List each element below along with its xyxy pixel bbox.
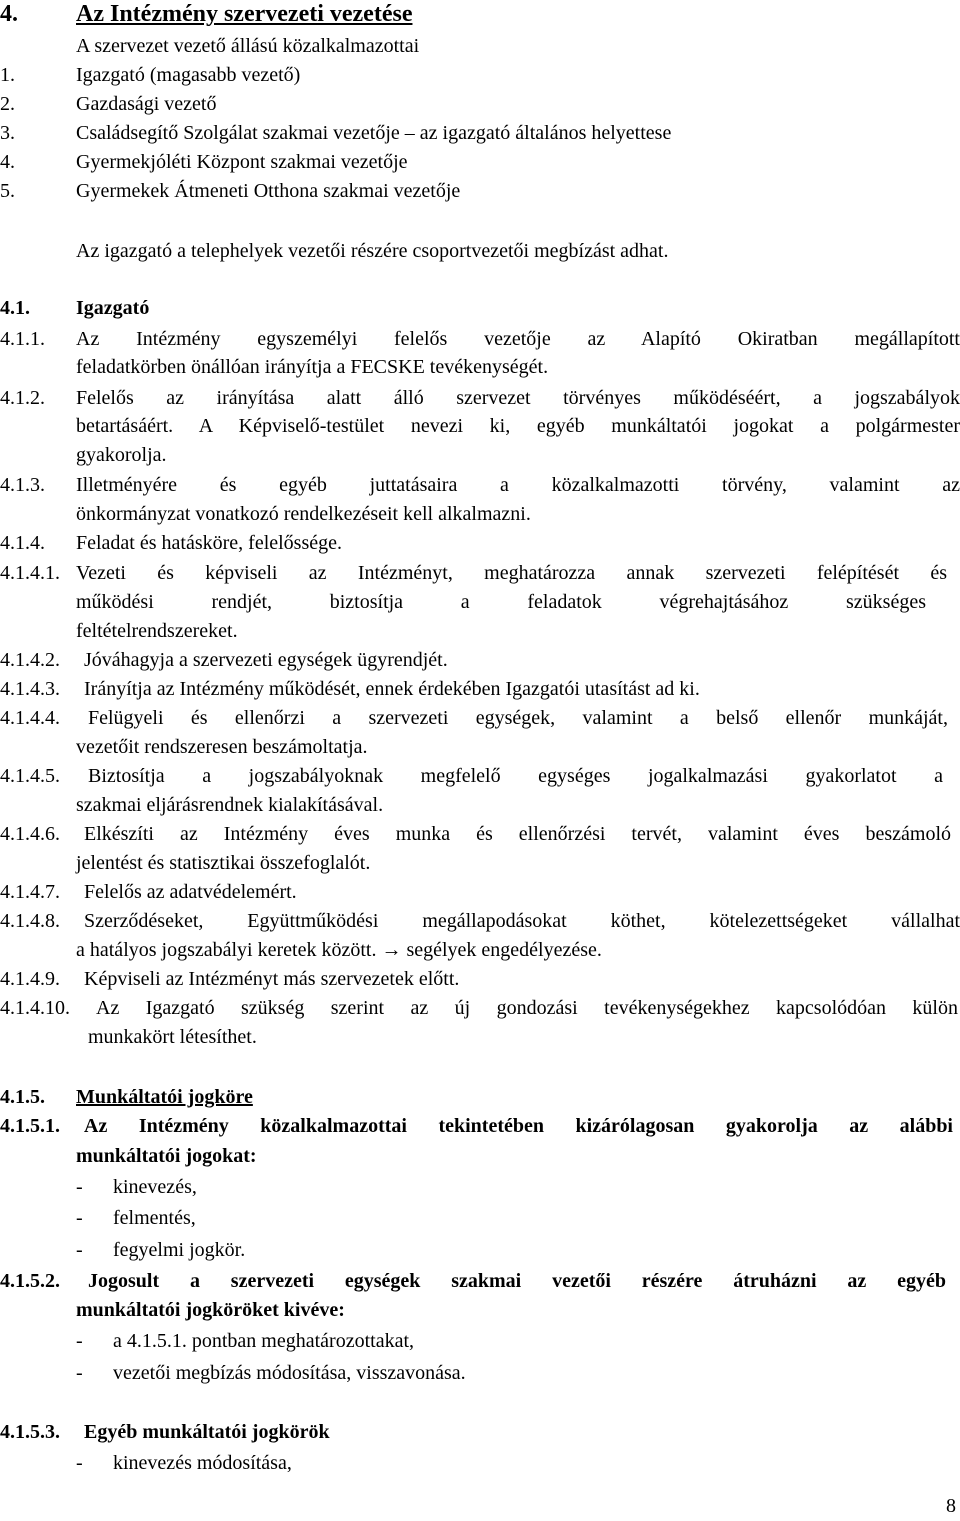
paragraph-number: 4.1.4.3.: [0, 678, 60, 700]
paragraph-number: 4.1.1.: [0, 328, 45, 350]
paragraph-line: önkormányzat vonatkozó rendelkezéseit kell alkalmazni.: [76, 503, 531, 525]
paragraph-line: Jogosult a szervezeti egységek szakmai vezetői részére átruházni az egyéb: [88, 1270, 946, 1292]
paragraph-line: Feladat és hatásköre, felelőssége.: [76, 532, 343, 554]
paragraph-line: a hatályos jogszabályi keretek között. → segélyek engedélyezése.: [76, 939, 602, 961]
paragraph-line: Vezeti és képviseli az Intézményt, meghatározza annak szervezeti felépítését és: [76, 562, 947, 584]
section-note: Az igazgató a telephelyek vezetői részére csoportvezetői megbízást adhat.: [76, 240, 669, 262]
paragraph-line: működési rendjét, biztosítja a feladatok végrehajtásához szükséges: [76, 591, 926, 613]
list-dash: -: [76, 1362, 83, 1384]
paragraph-line: Jóváhagyja a szervezeti egységek ügyrendjét.: [84, 649, 448, 671]
paragraph-number: 4.1.4.4.: [0, 707, 60, 729]
role-number: 2.: [0, 93, 15, 115]
paragraph-line: Az Igazgató szükség szerint az új gondozási tevékenységekhez kapcsolódóan külön: [96, 997, 958, 1019]
paragraph-number: 4.1.3.: [0, 474, 45, 496]
list-item: kinevezés módosítása,: [113, 1452, 292, 1474]
section-title: Az Intézmény szervezeti vezetése: [76, 1, 413, 27]
list-item: vezetői megbízás módosítása, visszavonása.: [113, 1362, 466, 1384]
subsection-number: 4.1.: [0, 297, 30, 319]
paragraph-line: munkáltatói jogokat:: [76, 1145, 257, 1167]
list-item: fegyelmi jogkör.: [113, 1239, 246, 1261]
list-dash: -: [76, 1452, 83, 1474]
paragraph-number: 4.1.4.10.: [0, 997, 70, 1019]
list-item: felmentés,: [113, 1207, 196, 1229]
paragraph-number: 4.1.5.: [0, 1086, 45, 1108]
paragraph-line: munkakört létesíthet.: [88, 1026, 257, 1048]
paragraph-line: jelentést és statisztikai összefoglalót.: [76, 852, 371, 874]
list-dash: -: [76, 1239, 83, 1261]
paragraph-number: 4.1.4.2.: [0, 649, 60, 671]
paragraph-number: 4.1.4.7.: [0, 881, 60, 903]
paragraph-line: Az Intézmény egyszemélyi felelős vezetője az Alapító Okiratban megállapított: [76, 328, 960, 350]
paragraph-line: Felügyeli és ellenőrzi a szervezeti egységek, valamint a belső ellenőr munkáját,: [88, 707, 948, 729]
paragraph-line: Az Intézmény közalkalmazottai tekintetében kizárólagosan gyakorolja az alábbi: [84, 1115, 953, 1137]
role-number: 3.: [0, 122, 15, 144]
paragraph-line: Felelős az irányítása alatt álló szervezet törvényes működéséért, a jogszabályok: [76, 387, 960, 409]
paragraph-line: feladatkörben önállóan irányítja a FECSKE tevékenységét.: [76, 356, 549, 378]
paragraph-title: Egyéb munkáltatói jogkörök: [84, 1421, 330, 1443]
paragraph-number: 4.1.4.9.: [0, 968, 60, 990]
paragraph-number: 4.1.4.8.: [0, 910, 60, 932]
paragraph-number: 4.1.4.6.: [0, 823, 60, 845]
role-text: Gyermekek Átmeneti Otthona szakmai vezetője: [76, 180, 461, 202]
paragraph-number: 4.1.5.2.: [0, 1270, 60, 1292]
list-item: a 4.1.5.1. pontban meghatározottakat,: [113, 1330, 415, 1352]
page-number: 8: [946, 1495, 956, 1517]
paragraph-line: feltételrendszereket.: [76, 620, 238, 642]
list-item: kinevezés,: [113, 1176, 197, 1198]
role-text: Családsegítő Szolgálat szakmai vezetője – az igazgató általános helyettese: [76, 122, 672, 144]
paragraph-line: Szerződéseket, Együttműködési megállapodásokat köthet, kötelezettségeket vállalhat: [84, 910, 960, 932]
paragraph-line: betartásáért. A Képviselő-testület nevezi ki, egyéb munkáltatói jogokat a polgármester: [76, 415, 960, 437]
list-dash: -: [76, 1176, 83, 1198]
paragraph-line: szakmai eljárásrendnek kialakításával.: [76, 794, 384, 816]
paragraph-line: Irányítja az Intézmény működését, ennek érdekében Igazgatói utasítást ad ki.: [84, 678, 700, 700]
paragraph-title: Munkáltatói jogköre: [76, 1086, 253, 1108]
paragraph-line: munkáltatói jogköröket kivéve:: [76, 1299, 345, 1321]
role-number: 5.: [0, 180, 15, 202]
section-intro: A szervezet vezető állású közalkalmazottai: [76, 35, 420, 57]
paragraph-number: 4.1.5.3.: [0, 1421, 60, 1443]
paragraph-line: Illetményére és egyéb juttatásaira a közalkalmazotti törvény, valamint az: [76, 474, 960, 496]
role-number: 4.: [0, 151, 15, 173]
role-text: Gazdasági vezető: [76, 93, 217, 115]
paragraph-number: 4.1.4.: [0, 532, 45, 554]
role-text: Gyermekjóléti Központ szakmai vezetője: [76, 151, 408, 173]
list-dash: -: [76, 1330, 83, 1352]
paragraph-number: 4.1.4.5.: [0, 765, 60, 787]
section-number: 4.: [0, 1, 18, 27]
list-dash: -: [76, 1207, 83, 1229]
paragraph-line: vezetőit rendszeresen beszámoltatja.: [76, 736, 368, 758]
paragraph-line: Biztosítja a jogszabályoknak megfelelő egységes jogalkalmazási gyakorlatot a: [88, 765, 943, 787]
paragraph-number: 4.1.5.1.: [0, 1115, 60, 1137]
paragraph-number: 4.1.4.1.: [0, 562, 60, 584]
paragraph-line: Képviseli az Intézményt más szervezetek előtt.: [84, 968, 460, 990]
subsection-title: Igazgató: [76, 297, 150, 319]
paragraph-number: 4.1.2.: [0, 387, 45, 409]
role-number: 1.: [0, 64, 15, 86]
role-text: Igazgató (magasabb vezető): [76, 64, 301, 86]
paragraph-line: gyakorolja.: [76, 444, 167, 466]
paragraph-line: Felelős az adatvédelemért.: [84, 881, 297, 903]
paragraph-line: Elkészíti az Intézmény éves munka és ellenőrzési tervét, valamint éves beszámoló: [84, 823, 951, 845]
